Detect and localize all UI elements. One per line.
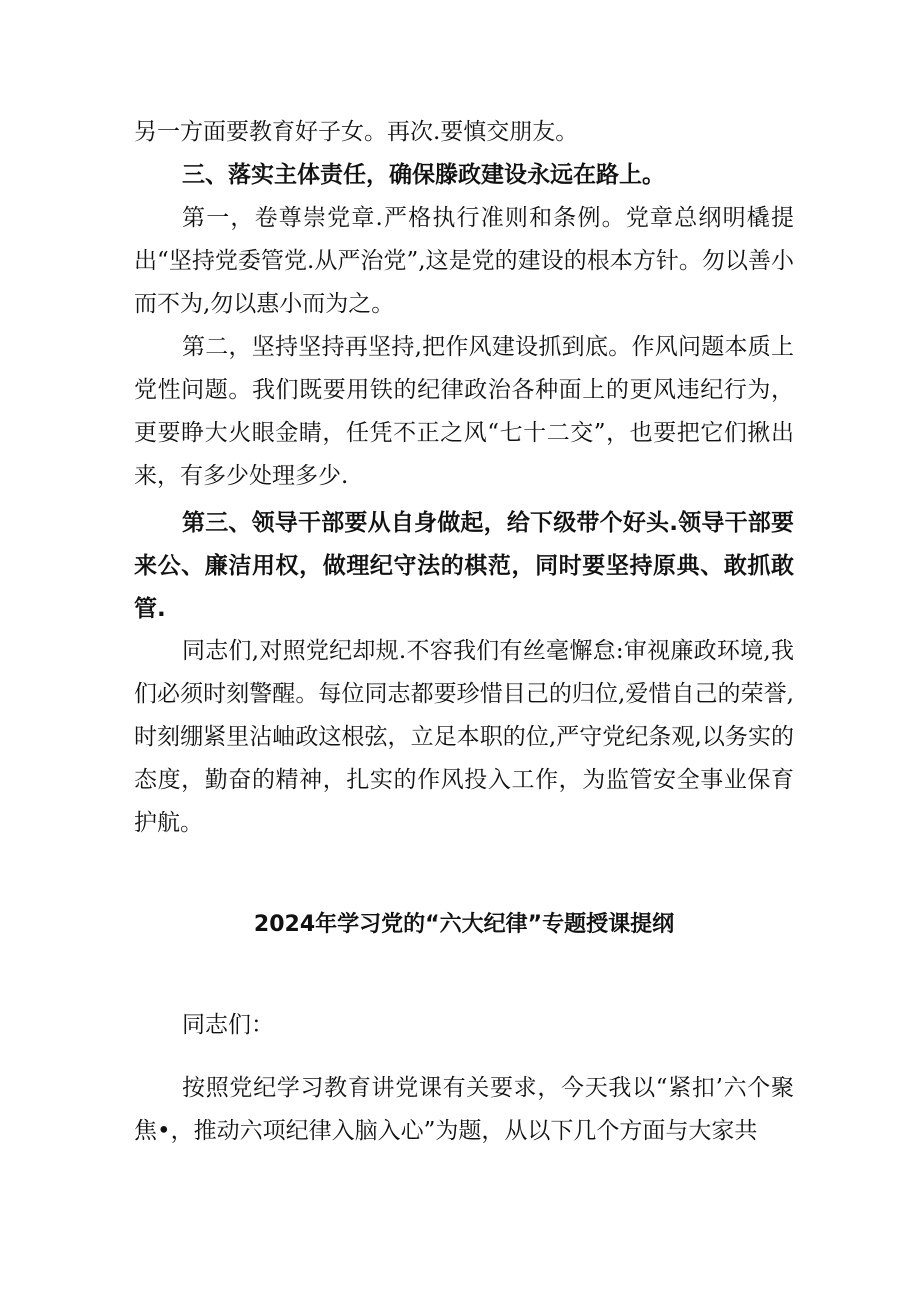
paragraph-closing: 同志们,对照党纪却规.不容我们有丝毫懈怠:审视廉政环境,我们必须时刻警醒。每位同志都要珍惜目己的归位,爱惜自己的荣誉,时刻绷紧里沾岫政这根弦，立足本职的位,严守党纪条观,以务实的态度，勤奋的精神，扎实的作风投入工作，为监管安全事业保育护航。 [134, 638, 794, 836]
paragraph-first-point: 第一，卷尊崇党章.严格执行准则和条例。党章总纲明橇提出“坚持党委管党.从严治党”,这是党的建设的根本方针。勿以善小而不为,勿以惠小而为之。 [134, 205, 794, 317]
section-heading-three: 三、落实主体责任，确保滕政建设永远在路上。 [182, 162, 665, 188]
paragraph-second-point: 第二，坚持坚持再坚持,把作风建设抓到底。作风问题本质上党性问题。我们既要用铁的纪律政治各种面上的更风违纪行为，更要睁大火眼金睛，任凭不正之风“七十二交”，也要把它们揪出来，有多少处理多少. [134, 334, 794, 489]
paragraph-continuation: 另一方面要教育好子女。再次.要慎交朋友。 [134, 119, 579, 145]
paragraph-third-point: 第三、领导干部要从自身做起，给下级带个好头.领导干部要来公、廉洁用权，做理纪守法的棋范，同时要坚持原典、敢抓敢管. [134, 510, 794, 622]
document-title: 2024年学习党的“六大纪律”专题授课提纲 [253, 912, 675, 937]
salutation: 同志们： [182, 1012, 274, 1038]
paragraph-intro: 按照党纪学习教育讲党课有关要求，今天我以“紧扣’六个聚焦•，推动六项纪律入脑入心”为题，从以下几个方面与大家共 [134, 1075, 794, 1144]
